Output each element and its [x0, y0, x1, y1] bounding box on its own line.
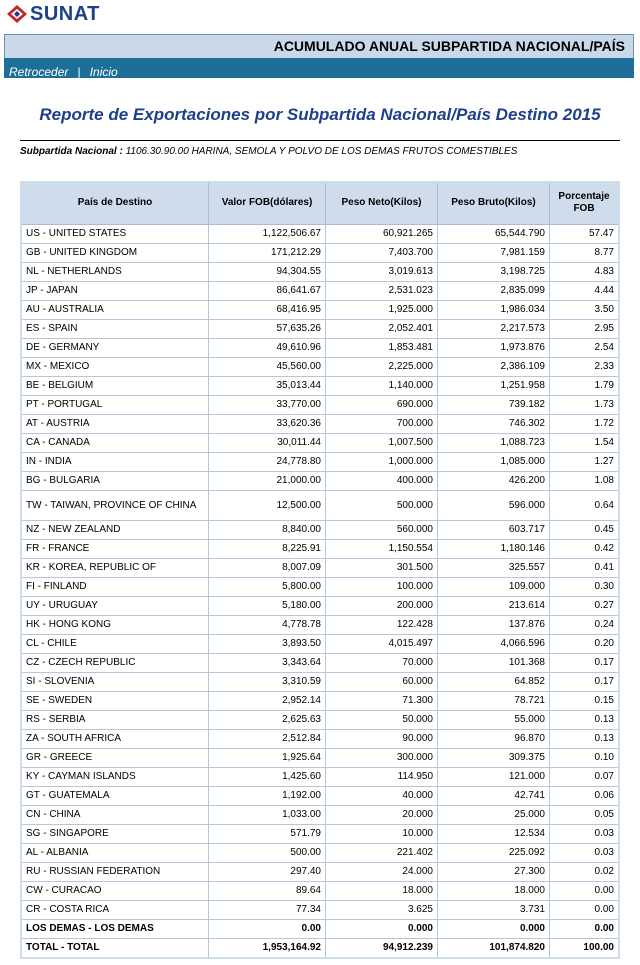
cell-net-weight: 2,052.401 [326, 319, 438, 338]
cell-percentage: 0.00 [550, 919, 620, 938]
cell-country: AU - AUSTRALIA [21, 300, 209, 319]
cell-net-weight: 500.000 [326, 490, 438, 520]
cell-percentage: 0.00 [550, 881, 620, 900]
exports-table [20, 181, 620, 959]
cell-country: HK - HONG KONG [21, 615, 209, 634]
table-row [21, 338, 619, 357]
cell-percentage: 1.73 [550, 395, 620, 414]
cell-gross-weight: 746.302 [438, 414, 550, 433]
cell-percentage: 0.24 [550, 615, 620, 634]
cell-country: AL - ALBANIA [21, 843, 209, 862]
cell-gross-weight: 1,251.958 [438, 376, 550, 395]
cell-fob: 30,011.44 [209, 433, 326, 452]
cell-fob: 94,304.55 [209, 262, 326, 281]
cell-percentage: 8.77 [550, 243, 620, 262]
table-row [21, 558, 619, 577]
cell-net-weight: 40.000 [326, 786, 438, 805]
table-row [21, 653, 619, 672]
cell-country: JP - JAPAN [21, 281, 209, 300]
cell-country: BE - BELGIUM [21, 376, 209, 395]
table-row [21, 577, 619, 596]
cell-country: CA - CANADA [21, 433, 209, 452]
cell-fob: 571.79 [209, 824, 326, 843]
cell-net-weight: 700.000 [326, 414, 438, 433]
cell-fob: 8,007.09 [209, 558, 326, 577]
cell-country: IN - INDIA [21, 452, 209, 471]
cell-percentage: 0.64 [550, 490, 620, 520]
cell-percentage: 1.72 [550, 414, 620, 433]
cell-percentage: 100.00 [550, 938, 620, 958]
cell-gross-weight: 213.614 [438, 596, 550, 615]
table-row [21, 452, 619, 471]
cell-net-weight: 71.300 [326, 691, 438, 710]
table-row [21, 805, 619, 824]
cell-country: NL - NETHERLANDS [21, 262, 209, 281]
cell-net-weight: 7,403.700 [326, 243, 438, 262]
cell-percentage: 0.03 [550, 843, 620, 862]
cell-net-weight: 90.000 [326, 729, 438, 748]
cell-fob: 49,610.96 [209, 338, 326, 357]
column-header-country: País de Destino [21, 182, 209, 224]
cell-country: TOTAL - TOTAL [21, 938, 209, 958]
column-header-percentage: Porcentaje FOB [550, 182, 620, 224]
logo-text: SUNAT [30, 2, 100, 25]
cell-percentage: 0.45 [550, 520, 620, 539]
column-header-fob: Valor FOB(dólares) [209, 182, 326, 224]
cell-percentage: 0.07 [550, 767, 620, 786]
cell-net-weight: 1,007.500 [326, 433, 438, 452]
cell-fob: 0.00 [209, 919, 326, 938]
sunat-logo-icon [6, 4, 28, 24]
table-row [21, 539, 619, 558]
cell-country: TW - TAIWAN, PROVINCE OF CHINA [21, 490, 209, 520]
cell-percentage: 0.05 [550, 805, 620, 824]
home-link[interactable]: Inicio [89, 65, 118, 79]
cell-fob: 3,343.64 [209, 653, 326, 672]
cell-net-weight: 100.000 [326, 577, 438, 596]
cell-fob: 12,500.00 [209, 490, 326, 520]
cell-fob: 1,925.64 [209, 748, 326, 767]
cell-percentage: 0.13 [550, 710, 620, 729]
table-row [21, 262, 619, 281]
cell-percentage: 0.13 [550, 729, 620, 748]
cell-country: CR - COSTA RICA [21, 900, 209, 919]
table-row [21, 300, 619, 319]
cell-gross-weight: 2,835.099 [438, 281, 550, 300]
cell-percentage: 0.17 [550, 653, 620, 672]
cell-country: NZ - NEW ZEALAND [21, 520, 209, 539]
table-header-row [21, 182, 619, 224]
table-row [21, 319, 619, 338]
cell-gross-weight: 1,180.146 [438, 539, 550, 558]
cell-fob: 3,310.59 [209, 672, 326, 691]
cell-fob: 1,425.60 [209, 767, 326, 786]
cell-gross-weight: 121.000 [438, 767, 550, 786]
cell-fob: 5,180.00 [209, 596, 326, 615]
cell-gross-weight: 1,088.723 [438, 433, 550, 452]
cell-country: RU - RUSSIAN FEDERATION [21, 862, 209, 881]
cell-net-weight: 301.500 [326, 558, 438, 577]
cell-fob: 1,192.00 [209, 786, 326, 805]
cell-country: SG - SINGAPORE [21, 824, 209, 843]
header-band [4, 34, 634, 58]
cell-net-weight: 1,150.554 [326, 539, 438, 558]
table-row [21, 691, 619, 710]
sunat-logo [6, 2, 100, 26]
table-row [21, 395, 619, 414]
cell-gross-weight: 739.182 [438, 395, 550, 414]
cell-country: KR - KOREA, REPUBLIC OF [21, 558, 209, 577]
cell-net-weight: 3,019.613 [326, 262, 438, 281]
cell-percentage: 4.44 [550, 281, 620, 300]
table-row [21, 786, 619, 805]
table-row [21, 433, 619, 452]
cell-percentage: 2.95 [550, 319, 620, 338]
cell-country: SI - SLOVENIA [21, 672, 209, 691]
cell-country: GR - GREECE [21, 748, 209, 767]
table-row [21, 881, 619, 900]
cell-gross-weight: 137.876 [438, 615, 550, 634]
cell-country: CW - CURACAO [21, 881, 209, 900]
cell-net-weight: 114.950 [326, 767, 438, 786]
cell-net-weight: 2,531.023 [326, 281, 438, 300]
cell-gross-weight: 18.000 [438, 881, 550, 900]
cell-country: FR - FRANCE [21, 539, 209, 558]
cell-percentage: 0.00 [550, 900, 620, 919]
cell-net-weight: 3.625 [326, 900, 438, 919]
cell-gross-weight: 42.741 [438, 786, 550, 805]
nav-bar [4, 58, 634, 78]
table-row [21, 490, 619, 520]
cell-fob: 8,840.00 [209, 520, 326, 539]
cell-country: UY - URUGUAY [21, 596, 209, 615]
cell-net-weight: 94,912.239 [326, 938, 438, 958]
table-row [21, 224, 619, 243]
cell-fob: 33,620.36 [209, 414, 326, 433]
cell-percentage: 1.79 [550, 376, 620, 395]
cell-net-weight: 4,015.497 [326, 634, 438, 653]
cell-percentage: 4.83 [550, 262, 620, 281]
table-row [21, 596, 619, 615]
cell-fob: 5,800.00 [209, 577, 326, 596]
cell-country: CZ - CZECH REPUBLIC [21, 653, 209, 672]
cell-percentage: 0.27 [550, 596, 620, 615]
cell-gross-weight: 7,981.159 [438, 243, 550, 262]
cell-net-weight: 60.000 [326, 672, 438, 691]
cell-percentage: 2.33 [550, 357, 620, 376]
subpartida-value: 1106.30.90.00 HARINA, SEMOLA Y POLVO DE LOS DEMAS FRUTOS COMESTIBLES [125, 146, 518, 157]
cell-gross-weight: 426.200 [438, 471, 550, 490]
cell-country: CL - CHILE [21, 634, 209, 653]
cell-fob: 33,770.00 [209, 395, 326, 414]
cell-percentage: 0.41 [550, 558, 620, 577]
cell-percentage: 1.54 [550, 433, 620, 452]
cell-net-weight: 18.000 [326, 881, 438, 900]
table-row [21, 243, 619, 262]
cell-fob: 57,635.26 [209, 319, 326, 338]
cell-percentage: 1.08 [550, 471, 620, 490]
cell-fob: 1,953,164.92 [209, 938, 326, 958]
cell-fob: 4,778.78 [209, 615, 326, 634]
cell-net-weight: 690.000 [326, 395, 438, 414]
cell-country: ZA - SOUTH AFRICA [21, 729, 209, 748]
cell-percentage: 0.06 [550, 786, 620, 805]
column-header-net-weight: Peso Neto(Kilos) [326, 182, 438, 224]
cell-fob: 1,033.00 [209, 805, 326, 824]
table-row [21, 471, 619, 490]
table-row [21, 900, 619, 919]
cell-gross-weight: 3.731 [438, 900, 550, 919]
cell-net-weight: 560.000 [326, 520, 438, 539]
cell-gross-weight: 325.557 [438, 558, 550, 577]
cell-percentage: 1.27 [550, 452, 620, 471]
subpartida-label: Subpartida Nacional : [20, 146, 123, 157]
cell-percentage: 57.47 [550, 224, 620, 243]
report-title: Reporte de Exportaciones por Subpartida Nacional/País Destino 2015 [39, 105, 601, 124]
table-row [21, 376, 619, 395]
cell-fob: 21,000.00 [209, 471, 326, 490]
cell-country: SE - SWEDEN [21, 691, 209, 710]
cell-country: GT - GUATEMALA [21, 786, 209, 805]
cell-percentage: 0.42 [550, 539, 620, 558]
cell-net-weight: 200.000 [326, 596, 438, 615]
cell-gross-weight: 1,085.000 [438, 452, 550, 471]
cell-country: CN - CHINA [21, 805, 209, 824]
table-row [21, 729, 619, 748]
cell-gross-weight: 596.000 [438, 490, 550, 520]
cell-gross-weight: 2,217.573 [438, 319, 550, 338]
cell-net-weight: 1,853.481 [326, 338, 438, 357]
cell-gross-weight: 1,986.034 [438, 300, 550, 319]
cell-net-weight: 20.000 [326, 805, 438, 824]
table-row [21, 634, 619, 653]
cell-gross-weight: 55.000 [438, 710, 550, 729]
cell-gross-weight: 101,874.820 [438, 938, 550, 958]
table-row [21, 748, 619, 767]
cell-fob: 2,625.63 [209, 710, 326, 729]
cell-gross-weight: 96.870 [438, 729, 550, 748]
table-row [21, 767, 619, 786]
cell-net-weight: 2,225.000 [326, 357, 438, 376]
table-row [21, 672, 619, 691]
cell-net-weight: 24.000 [326, 862, 438, 881]
cell-gross-weight: 78.721 [438, 691, 550, 710]
back-link[interactable]: Retroceder [9, 65, 69, 79]
cell-gross-weight: 4,066.596 [438, 634, 550, 653]
table-row [21, 414, 619, 433]
table-row [21, 862, 619, 881]
table-row [21, 357, 619, 376]
page-header-title: ACUMULADO ANUAL SUBPARTIDA NACIONAL/PAÍS [273, 38, 625, 54]
cell-gross-weight: 65,544.790 [438, 224, 550, 243]
cell-fob: 1,122,506.67 [209, 224, 326, 243]
cell-percentage: 3.50 [550, 300, 620, 319]
cell-net-weight: 221.402 [326, 843, 438, 862]
cell-fob: 297.40 [209, 862, 326, 881]
cell-percentage: 0.15 [550, 691, 620, 710]
cell-fob: 86,641.67 [209, 281, 326, 300]
cell-country: US - UNITED STATES [21, 224, 209, 243]
cell-country: GB - UNITED KINGDOM [21, 243, 209, 262]
cell-percentage: 0.03 [550, 824, 620, 843]
cell-country: BG - BULGARIA [21, 471, 209, 490]
cell-fob: 35,013.44 [209, 376, 326, 395]
cell-fob: 89.64 [209, 881, 326, 900]
cell-gross-weight: 1,973.876 [438, 338, 550, 357]
column-header-gross-weight: Peso Bruto(Kilos) [438, 182, 550, 224]
cell-gross-weight: 12.534 [438, 824, 550, 843]
cell-gross-weight: 25.000 [438, 805, 550, 824]
table-row [21, 843, 619, 862]
cell-net-weight: 70.000 [326, 653, 438, 672]
cell-net-weight: 60,921.265 [326, 224, 438, 243]
cell-net-weight: 0.000 [326, 919, 438, 938]
table-row [21, 615, 619, 634]
table-row [21, 710, 619, 729]
cell-percentage: 2.54 [550, 338, 620, 357]
title-divider [20, 140, 620, 141]
cell-fob: 24,778.80 [209, 452, 326, 471]
cell-percentage: 0.20 [550, 634, 620, 653]
cell-country: ES - SPAIN [21, 319, 209, 338]
table-row [21, 938, 619, 958]
cell-country: LOS DEMAS - LOS DEMAS [21, 919, 209, 938]
cell-country: KY - CAYMAN ISLANDS [21, 767, 209, 786]
cell-country: FI - FINLAND [21, 577, 209, 596]
cell-percentage: 0.10 [550, 748, 620, 767]
cell-country: MX - MEXICO [21, 357, 209, 376]
table-row [21, 919, 619, 938]
cell-percentage: 0.30 [550, 577, 620, 596]
cell-gross-weight: 101.368 [438, 653, 550, 672]
cell-fob: 8,225.91 [209, 539, 326, 558]
cell-gross-weight: 0.000 [438, 919, 550, 938]
cell-gross-weight: 64.852 [438, 672, 550, 691]
cell-country: AT - AUSTRIA [21, 414, 209, 433]
cell-country: PT - PORTUGAL [21, 395, 209, 414]
cell-gross-weight: 309.375 [438, 748, 550, 767]
cell-gross-weight: 27.300 [438, 862, 550, 881]
cell-fob: 2,952.14 [209, 691, 326, 710]
cell-fob: 3,893.50 [209, 634, 326, 653]
cell-gross-weight: 603.717 [438, 520, 550, 539]
cell-gross-weight: 2,386.109 [438, 357, 550, 376]
cell-country: RS - SERBIA [21, 710, 209, 729]
nav-separator: | [77, 65, 81, 79]
table-row [21, 520, 619, 539]
cell-gross-weight: 3,198.725 [438, 262, 550, 281]
cell-net-weight: 300.000 [326, 748, 438, 767]
cell-fob: 45,560.00 [209, 357, 326, 376]
cell-net-weight: 50.000 [326, 710, 438, 729]
cell-gross-weight: 225.092 [438, 843, 550, 862]
cell-fob: 68,416.95 [209, 300, 326, 319]
table-row [21, 281, 619, 300]
cell-percentage: 0.17 [550, 672, 620, 691]
cell-fob: 77.34 [209, 900, 326, 919]
cell-fob: 171,212.29 [209, 243, 326, 262]
subpartida-line [20, 146, 517, 157]
cell-country: DE - GERMANY [21, 338, 209, 357]
table-body [21, 224, 619, 958]
cell-fob: 2,512.84 [209, 729, 326, 748]
cell-net-weight: 10.000 [326, 824, 438, 843]
cell-net-weight: 1,140.000 [326, 376, 438, 395]
cell-fob: 500.00 [209, 843, 326, 862]
cell-net-weight: 1,000.000 [326, 452, 438, 471]
cell-net-weight: 1,925.000 [326, 300, 438, 319]
cell-net-weight: 122.428 [326, 615, 438, 634]
cell-gross-weight: 109.000 [438, 577, 550, 596]
table-row [21, 824, 619, 843]
cell-net-weight: 400.000 [326, 471, 438, 490]
cell-percentage: 0.02 [550, 862, 620, 881]
